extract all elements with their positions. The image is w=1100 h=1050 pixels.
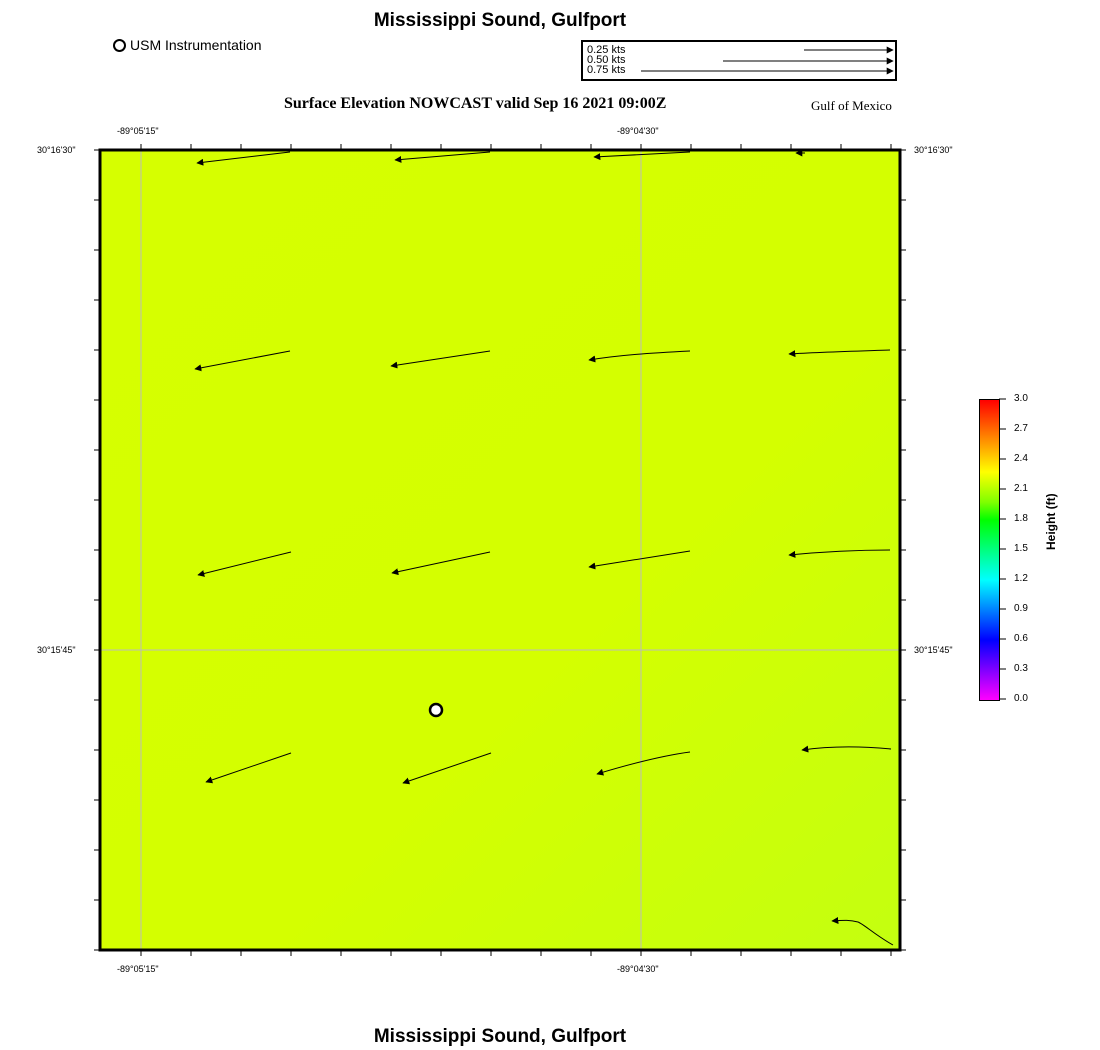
y-tick-label-left-2: 30°15'45" bbox=[37, 645, 76, 655]
y-tick-label-right-1: 30°16'30" bbox=[914, 145, 953, 155]
scale-arrows bbox=[583, 42, 895, 79]
legend-usm bbox=[113, 37, 262, 53]
scale-label-075: 0.75 kts bbox=[587, 64, 626, 76]
x-tick-label-bottom-1: -89°05'15" bbox=[117, 964, 159, 974]
height-colorbar bbox=[979, 399, 1000, 701]
instrument-legend-icon bbox=[113, 39, 126, 52]
colorbar-title: Height (ft) bbox=[1044, 493, 1058, 550]
colorbar-ticks bbox=[999, 399, 1006, 699]
vector-scale-legend bbox=[581, 40, 897, 81]
colorbar-tick-label: 2.7 bbox=[1014, 423, 1028, 434]
map-title-bottom: Mississippi Sound, Gulfport bbox=[373, 1026, 627, 1047]
colorbar-tick-label: 0.9 bbox=[1014, 603, 1028, 614]
nowcast-subtitle: Surface Elevation NOWCAST valid Sep 16 2021 09:00Z bbox=[284, 95, 667, 112]
x-tick-label-top-1: -89°05'15" bbox=[117, 126, 159, 136]
scale-label-050: 0.50 kts bbox=[587, 54, 626, 66]
legend-usm-label: USM Instrumentation bbox=[130, 37, 262, 53]
colorbar-tick-label: 1.2 bbox=[1014, 573, 1028, 584]
map-title-top: Mississippi Sound, Gulfport bbox=[373, 10, 627, 31]
y-tick-label-left-1: 30°16'30" bbox=[37, 145, 76, 155]
x-tick-label-bottom-2: -89°04'30" bbox=[617, 964, 659, 974]
colorbar-tick-label: 0.0 bbox=[1014, 693, 1028, 704]
colorbar-tick-label: 0.3 bbox=[1014, 663, 1028, 674]
scale-label-025: 0.25 kts bbox=[587, 44, 626, 56]
colorbar-tick-label: 2.1 bbox=[1014, 483, 1028, 494]
colorbar-tick-label: 3.0 bbox=[1014, 393, 1028, 404]
colorbar-tick-label: 0.6 bbox=[1014, 633, 1028, 644]
region-label: Gulf of Mexico bbox=[811, 98, 892, 113]
colorbar-tick-label: 1.5 bbox=[1014, 543, 1028, 554]
colorbar-tick-label: 1.8 bbox=[1014, 513, 1028, 524]
colorbar-tick-label: 2.4 bbox=[1014, 453, 1028, 464]
usm-instrument-marker[interactable] bbox=[430, 704, 442, 716]
y-tick-label-right-2: 30°15'45" bbox=[914, 645, 953, 655]
x-tick-label-top-2: -89°04'30" bbox=[617, 126, 659, 136]
elevation-field bbox=[100, 150, 900, 950]
